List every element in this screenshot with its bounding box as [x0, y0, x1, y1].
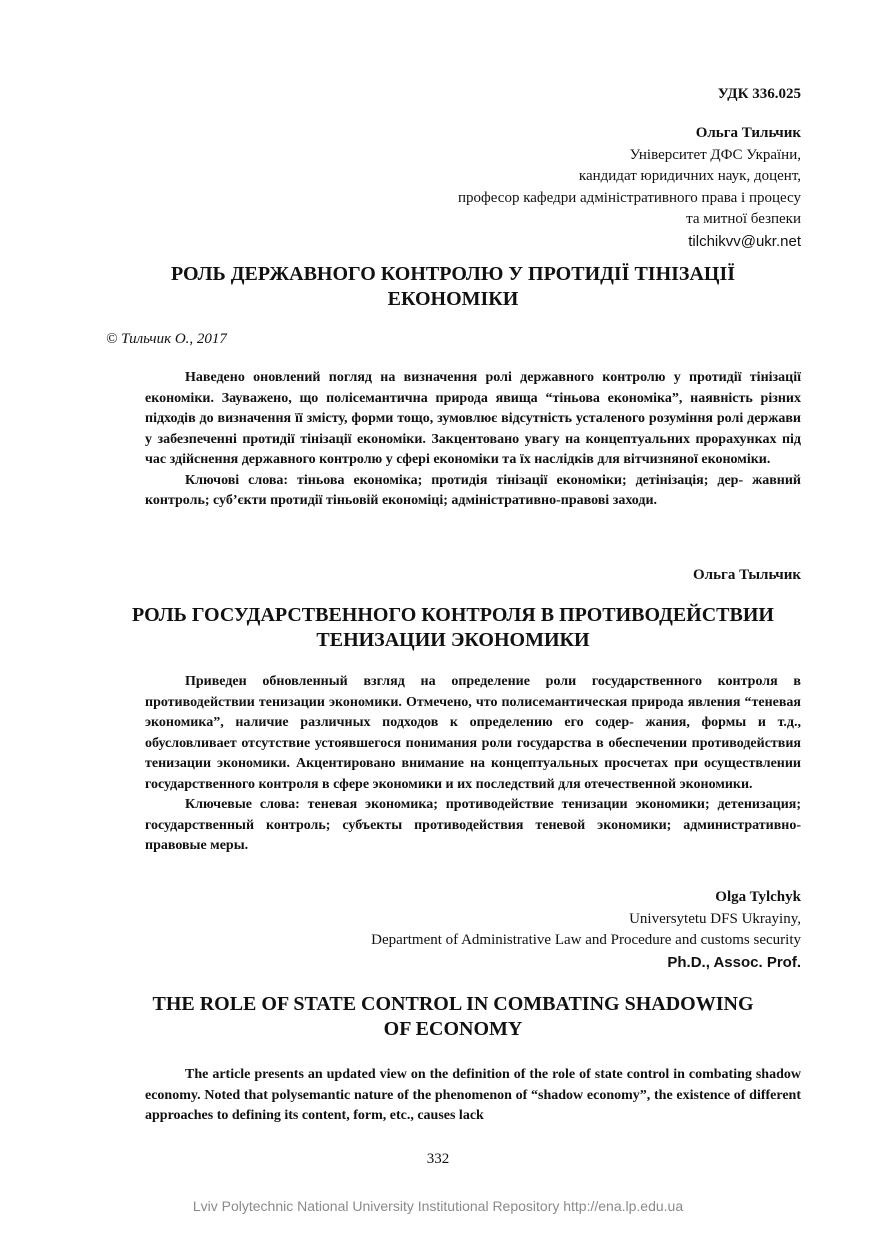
abstract-text-uk: Наведено оновлений погляд на визначення ролі державного контролю у протидії тінізації економіки. Зауважено, що полісемантична природа явища “тіньова економіка”, наявність різних підходів до визначення її змісту, форми тощо, зумовлює відсутність усталеного розуміння ролі держави у забезпеченні протидії тінізації економіки. Закцентовано увагу на концептуальних прорахунках під час здійснення державного контролю у сфері економіки та їх наслідків для вітчизняної економіки.: [145, 370, 801, 467]
author-block-en: [371, 887, 801, 973]
affiliation-line: та митної безпеки: [686, 211, 801, 227]
title-line: РОЛЬ ДЕРЖАВНОГО КОНТРОЛЮ У ПРОТИДІЇ ТІНІЗАЦІЇ: [170, 263, 736, 285]
author-name-ru: Ольга Тыльчик: [693, 567, 801, 583]
affiliation-line: Університет ДФС України,: [629, 146, 801, 163]
author-name-uk: Ольга Тильчик: [695, 125, 801, 141]
author-block-uk: [458, 123, 801, 252]
copyright-notice: © Тильчик О., 2017: [106, 331, 227, 347]
title-line: ЕКОНОМІКИ: [387, 288, 519, 310]
abstract-text-ru: Приведен обновленный взгляд на определение роли государственного контроля в противодействии тенизации экономики. Отмечено, что полисемантическая природа явления “теневая экономика”, наличие различных подходов к определению его содер- жания, формы и т.д., обусловливает отсутствие устоявшегося понимания роли государства в обеспечении противодействия тенизации экономики. Акцентировано внимание на концептуальных просчетах при осуществлении государственного контроля в сфере экономики и их последствий для отечественной экономики.: [145, 674, 801, 792]
keywords-ru: Ключевые слова: теневая экономика; противодействие тенизации экономики; детенизация; государственный контроль; субъекты противодействия теневой экономики; административно-правовые меры.: [145, 797, 801, 853]
title-en: [100, 992, 806, 1042]
abstract-uk: [145, 368, 801, 512]
title-ru: [100, 603, 806, 653]
title-line: THE ROLE OF STATE CONTROL IN COMBATING SHADOWING: [152, 993, 754, 1015]
abstract-en: [145, 1065, 801, 1127]
author-degree: Ph.D., Assoc. Prof.: [667, 953, 801, 971]
title-line: ТЕНИЗАЦИИ ЭКОНОМИКИ: [316, 629, 590, 651]
page-number: 332: [426, 1151, 450, 1167]
title-uk: [100, 262, 806, 312]
title-line: OF ECONOMY: [383, 1018, 523, 1040]
abstract-ru: [145, 672, 801, 857]
affiliation-line: кандидат юридичних наук, доцент,: [578, 168, 801, 184]
affiliation-line: Department of Administrative Law and Procedure and customs security: [371, 932, 801, 948]
repository-footer: Lviv Polytechnic National University Institutional Repository http://ena.lp.edu.ua: [192, 1198, 684, 1214]
abstract-text-en: The article presents an updated view on the definition of the role of state control in combating shadow economy. Noted that polysemantic nature of the phenomenon of “shadow economy”, the existence of different approaches to defining its content, form, etc., causes lack: [145, 1067, 801, 1123]
udk-code: УДК 336.025: [717, 86, 801, 102]
affiliation-line: професор кафедри адміністративного права і процесу: [458, 189, 801, 206]
keywords-uk: Ключові слова: тіньова економіка; протидія тінізації економіки; детінізація; дер- жавний контроль; суб’єкти протидії тіньовій економіці; адміністративно-правові заходи.: [145, 472, 801, 508]
author-email[interactable]: tilchikvv@ukr.net: [688, 232, 801, 250]
affiliation-line: Universytetu DFS Ukrayiny,: [629, 910, 801, 927]
author-name-en: Olga Tylchyk: [715, 889, 801, 905]
title-line: РОЛЬ ГОСУДАРСТВЕННОГО КОНТРОЛЯ В ПРОТИВОДЕЙСТВИИ: [132, 604, 774, 626]
